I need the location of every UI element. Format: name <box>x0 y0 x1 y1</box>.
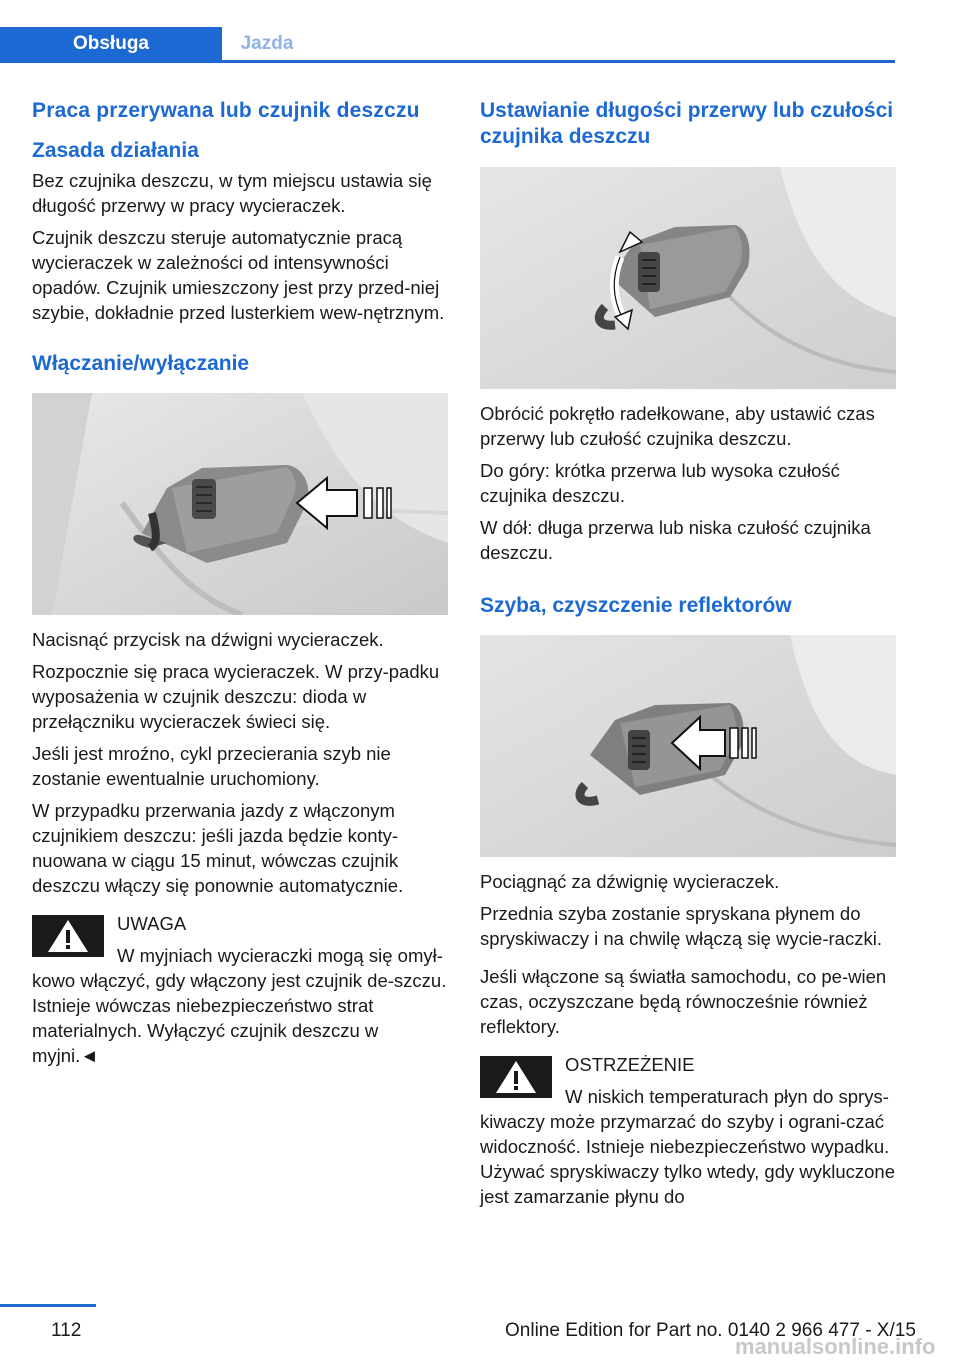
subheading-washer: Szyba, czyszczenie reflektorów <box>480 594 792 617</box>
subheading-adjust-interval: Ustawianie długości przerwy lub czułości czujnika deszczu <box>480 99 894 148</box>
warning-title: OSTRZEŻENIE <box>565 1054 695 1075</box>
right-column <box>480 98 896 1209</box>
paragraph: Jeśli włączone są światła samochodu, co pe‐wien czas, oczyszczane będą równocześnie również reflektory. <box>480 966 887 1037</box>
paragraph: Rozpocznie się praca wycieraczek. W przy‐padku wyposażenia w czujnik deszczu: dioda w przełączniku wycieraczek świeci się. <box>32 661 440 732</box>
subheading-principle: Zasada działania <box>32 139 199 162</box>
warning-text: W myjniach wycieraczki mogą się omył‐ <box>117 945 443 966</box>
paragraph: Nacisnąć przycisk na dźwigni wycieraczek. <box>32 629 384 650</box>
warning-text: W niskich temperaturach płyn do sprys‐ <box>565 1086 889 1107</box>
paragraph: W dół: długa przerwa lub niska czułość czujnika deszczu. <box>480 517 871 563</box>
paragraph: Do góry: krótka przerwa lub wysoka czułość czujnika deszczu. <box>480 460 840 506</box>
warning-text: kowo włączyć, gdy włączony jest czujnik de‐szczu. Istnieje wówczas niebezpieczeństwo strat materialnych. Wyłączyć czujnik deszczu w myjni.◄ <box>32 970 447 1066</box>
edition-note: Online Edition for Part no. 0140 2 966 477 - X/15 <box>505 1320 916 1341</box>
paragraph: Jeśli jest mroźno, cykl przecierania szyb nie zostanie ewentualnie uruchomiony. <box>32 743 391 789</box>
warning-notice <box>480 1052 896 1209</box>
footer-rule <box>0 1304 96 1307</box>
paragraph: W przypadku przerwania jazdy z włączonym czujnikiem deszczu: jeśli jazda będzie konty‐nuowana w ciągu 15 minut, wówczas czujnik deszczu włączy się ponownie automatycznie. <box>32 800 404 896</box>
warning-notice <box>32 911 448 1068</box>
subheading-on-off: Włączanie/wyłączanie <box>32 352 250 375</box>
watermark: manualsonline.info <box>735 1334 936 1359</box>
page-number: 112 <box>51 1320 82 1341</box>
tab-obsluga[interactable]: Obsługa <box>0 27 222 61</box>
warning-triangle-icon <box>32 915 104 957</box>
chapter-tabs <box>0 27 895 61</box>
left-column <box>32 98 448 1068</box>
figure-knurled-wheel <box>480 167 896 389</box>
section-title-intermittent: Praca przerywana lub czujnik deszczu <box>32 99 420 122</box>
paragraph: Obrócić pokrętło radełkowane, aby ustawić czas przerwy lub czułość czujnika deszczu. <box>480 403 875 449</box>
figure-wiper-pull <box>480 635 896 857</box>
paragraph: Czujnik deszczu steruje automatycznie pracą wycieraczek w zależności od intensywności opadów. Czujnik umieszczony jest przy przed‐niej szybie, dokładnie przed lusterkiem wew‐nętrznym. <box>32 227 445 323</box>
paragraph: Bez czujnika deszczu, w tym miejscu ustawia się długość przerwy w pracy wycieraczek. <box>32 170 432 216</box>
warning-triangle-icon <box>480 1056 552 1098</box>
header-rule <box>0 60 895 63</box>
paragraph: Przednia szyba zostanie spryskana płynem do spryskiwaczy i na chwilę włączą się wycie‐raczki. <box>480 903 882 949</box>
tab-jazda[interactable]: Jazda <box>222 27 312 61</box>
warning-text: kiwaczy może przymarzać do szyby i ograni‐czać widoczność. Istnieje niebezpieczeństwo wypadku. Używać spryskiwaczy tylko wtedy, gdy wykluczone jest zamarzanie płynu do <box>480 1111 896 1207</box>
warning-title: UWAGA <box>117 913 187 934</box>
figure-wiper-button <box>32 393 448 615</box>
paragraph: Pociągnąć za dźwignię wycieraczek. <box>480 871 780 892</box>
